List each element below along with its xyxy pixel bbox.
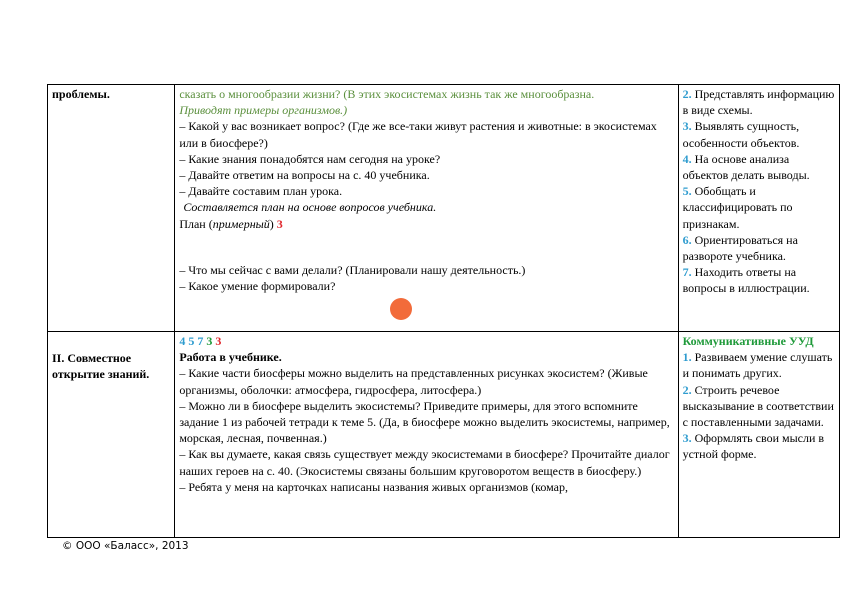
plan-line [179,216,673,232]
plan-italic: примерный [212,216,270,231]
content-line: – Ребята у меня на карточках написаны названия живых организмов (комар, [179,479,568,494]
content-cell [175,332,678,538]
marks-green: 3 [206,334,213,348]
stage-cell [48,332,175,538]
content-line: – Какой у вас возникает вопрос? (Где же все-таки живут растения и животные: в экосистемах или в биосфере?) [179,119,660,150]
lesson-table [47,84,840,538]
content-line: – Давайте составим план урока. [179,184,343,199]
uud-title: Коммуникативные УУД [682,334,814,348]
stage-label: II. Совместное открытие знаний. [52,351,150,382]
uud-item: 7. Находить ответы на вопросы в иллюстрации. [682,265,810,296]
content-line: – Можно ли в биосфере выделить экосистемы? Приведите примеры, для этого вспомните задание 1 из рабочей тетради к теме 5. (Да, в биосфере можно выделить экосистемы, например, морская, лесная, почвенная.) [179,398,673,446]
orange-dot-marker [390,298,412,320]
table-row [48,332,840,538]
marks-blue: 4 5 7 [179,334,204,348]
uud-item: 2. Представлять информацию в виде схемы. [682,87,838,118]
uud-item: 1. Развиваем умение слушать и понимать других. [682,350,836,381]
uud-item: 6. Ориентироваться на развороте учебника. [682,232,801,264]
table-row [48,85,840,332]
marks-line [179,333,673,349]
stage-cell [48,85,175,332]
stage-label: проблемы. [52,87,110,101]
section-heading: Работа в учебнике. [179,350,282,365]
content-line: – Что мы сейчас с вами делали? (Планировали нашу деятельность.) [179,262,526,277]
marks-red: 3 [215,334,222,348]
uud-cell [678,85,839,332]
content-cell [175,85,678,332]
content-line: Составляется план на основе вопросов учебника. [183,200,437,215]
uud-item: 3. Выявлять сущность, особенности объектов. [682,119,803,150]
content-line: – Давайте ответим на вопросы на с. 40 учебника. [179,168,430,183]
content-line: – Как вы думаете, какая связь существует между экосистемами в биосфере? Прочитайте диалог наших героев на с. 40. (Экосистемы связаны большим круговоротом веществ в биосферу.) [179,447,673,478]
plan-mark: 3 [276,216,283,231]
plan-suffix: ) [269,216,274,231]
uud-cell [678,332,839,538]
uud-item: 3. Оформлять свои мысли в устной форме. [682,431,828,462]
spacer [179,232,673,262]
content-line: – Какие знания понадобятся нам сегодня на уроке? [179,151,441,166]
uud-item: 5. Обобщать и классифицировать по признакам. [682,184,796,231]
content-line: Приводят примеры организмов.) [179,103,348,118]
content-line: – Какие части биосферы можно выделить на представленных рисунках экосистем? (Живые организмы, оболочки: атмосфера, гидросфера, литосфера.) [179,366,651,397]
uud-item: 2. Строить речевое высказывание в соответствии с поставленными задачами. [682,382,837,430]
plan-prefix: План ( [179,216,213,231]
content-line: – Какое умение формировали? [179,279,336,294]
copyright-footer: © ООО «Баласс», 2013 [62,540,189,552]
content-line: сказать о многообразии жизни? (В этих экосистемах жизнь так же многообразна. [179,87,595,101]
uud-item: 4. На основе анализа объектов делать выводы. [682,151,810,183]
